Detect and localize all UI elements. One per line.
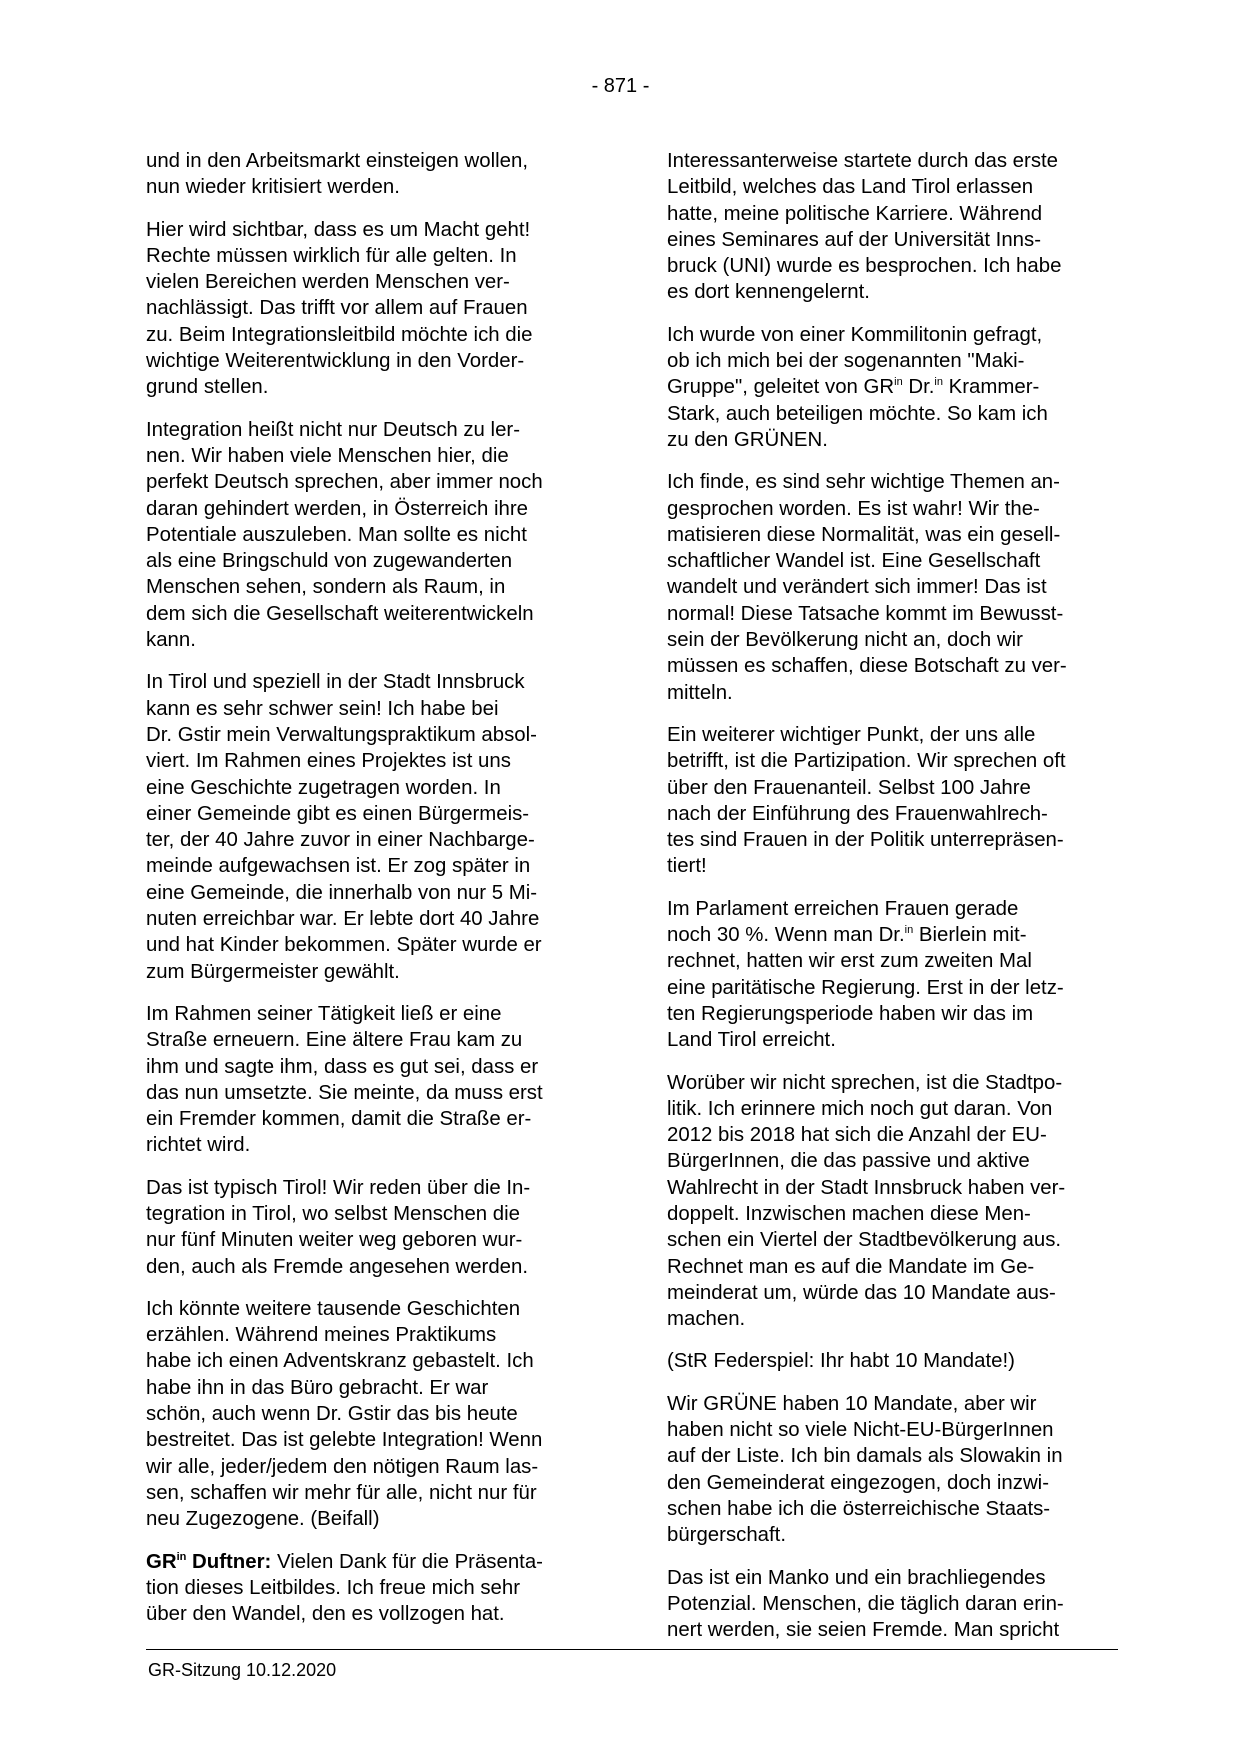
footer-divider xyxy=(146,1649,1118,1650)
paragraph: Ich finde, es sind sehr wichtige Themen an- gesprochen worden. Es ist wahr! Wir the- matisieren diese Normalität, was ein gesell- schaftlicher Wandel ist. Eine Gesellschaft wandelt und verändert sich immer! Das ist normal! Diese Tatsache kommt im Bewusst- sein der Bevölkerung nicht an, doch wir müssen es schaffen, diese Botschaft zu ver- mitteln. xyxy=(667,471,1067,704)
text-segment: Dr. xyxy=(902,376,935,399)
paragraph: In Tirol und speziell in der Stadt Innsbruck kann es sehr schwer sein! Ich habe bei Dr. Gstir mein Verwaltungspraktikum absol- viert. Im Rahmen eines Projektes ist uns eine Geschichte zugetragen worden. In einer Gemeinde gibt es einen Bürgermeis- ter, der 40 Jahre zuvor in einer Nachbarge- meinde aufgewachsen ist. Er zog später in eine Gemeinde, die innerhalb von nur 5 Mi- nuten erreichbar war. Er lebte dort 40 Jahre und hat Kinder bekommen. Später wurde er zum Bürgermeister gewählt. xyxy=(146,671,542,983)
interjection: (StR Federspiel: Ihr habt 10 Mandate!) xyxy=(667,1350,1015,1373)
left-column xyxy=(146,148,594,1643)
speaker-title: GR xyxy=(146,1550,177,1573)
paragraph: Im Rahmen seiner Tätigkeit ließ er eine Straße erneuern. Eine ältere Frau kam zu ihm und sagte ihm, dass es gut sei, dass er das nun umsetzte. Sie meinte, da muss erst ein Fremder kommen, damit die Straße er- richtet wird. xyxy=(146,1002,543,1157)
paragraph xyxy=(667,322,1115,453)
speaker-name xyxy=(146,1551,271,1573)
paragraph: Hier wird sichtbar, dass es um Macht geht! Rechte müssen wirklich für alle gelten. In vielen Bereichen werden Menschen ver- nachlässigt. Das trifft vor allem auf Frauen zu. Beim Integrationsleitbild möchte ich die wichtige Weiterentwicklung in den Vorder- grund stellen. xyxy=(146,218,533,399)
paragraph: Das ist ein Manko und ein brachliegendes Potenzial. Menschen, die täglich daran erin- nert werden, sie seien Fremde. Man spricht xyxy=(667,1566,1064,1642)
footer-text: GR-Sitzung 10.12.2020 xyxy=(148,1660,337,1680)
paragraph: Das ist typisch Tirol! Wir reden über die In- tegration in Tirol, wo selbst Menschen die nur fünf Minuten weiter weg geboren wur- den, auch als Fremde angesehen werden. xyxy=(146,1176,531,1278)
superscript: in xyxy=(894,376,903,389)
superscript: in xyxy=(176,1550,187,1563)
right-column xyxy=(667,148,1115,1659)
page-number: - 871 - xyxy=(591,75,650,97)
paragraph: Ich könnte weitere tausende Geschichten erzählen. Während meines Praktikums habe ich einen Adventskranz gebastelt. Ich habe ihn in das Büro gebracht. Er war schön, auch wenn Dr. Gstir das bis heute bestreitet. Das ist gelebte Integration! Wenn wir alle, jeder/jedem den nötigen Raum las- sen, schaffen wir mehr für alle, nicht nur für neu Zugezogene. (Beifall) xyxy=(146,1297,543,1531)
text-segment: Krammer- Stark, auch beteiligen möchte. So kam ich zu den GRÜNEN. xyxy=(667,376,1048,451)
speaker-paragraph xyxy=(146,1549,594,1628)
text-segment: Ich wurde von einer Kommilitonin gefragt, ob ich mich bei der sogenannten "Maki- Gruppe", geleitet von GR xyxy=(667,323,1043,399)
paragraph xyxy=(667,896,1115,1054)
speaker-text: Vielen Dank für die Präsenta- tion dieses Leitbildes. Ich freue mich sehr über den Wandel, den es vollzogen hat. xyxy=(146,1550,543,1626)
paragraph: Worüber wir nicht sprechen, ist die Stadtpo- litik. Ich erinnere mich noch gut daran. Von 2012 bis 2018 hat sich die Anzahl der EU- BürgerInnen, die das passive und aktive Wahlrecht in der Stadt Innsbruck haben ver- doppelt. Inzwischen machen diese Men- schen ein Viertel der Stadtbevölkerung aus. Rechnet man es auf die Mandate im Ge- meinderat um, würde das 10 Mandate aus- machen. xyxy=(667,1071,1066,1331)
superscript: in xyxy=(904,924,914,937)
paragraph: Integration heißt nicht nur Deutsch zu ler- nen. Wir haben viele Menschen hier, die perfekt Deutsch sprechen, aber immer noch daran gehindert werden, in Österreich ihre Potentiale auszuleben. Man sollte es nicht als eine Bringschuld von zugewanderten Menschen sehen, sondern als Raum, in dem sich die Gesellschaft weiterentwickeln kann. xyxy=(146,418,543,652)
superscript: in xyxy=(934,376,943,389)
speaker-surname: Duftner: xyxy=(186,1550,272,1573)
paragraph: und in den Arbeitsmarkt einsteigen wollen, nun wieder kritisiert werden. xyxy=(146,150,528,199)
text-segment: Im Parlament erreichen Frauen gerade noch 30 %. Wenn man Dr. xyxy=(667,897,1019,947)
text-segment: Bierlein mit- rechnet, hatten wir erst zum zweiten Mal eine paritätische Regierung. Erst in der letz- ten Regierungsperiode haben wir das im Land Tirol erreicht. xyxy=(667,924,1064,1052)
paragraph: Interessanterweise startete durch das erste Leitbild, welches das Land Tirol erlassen hatte, meine politische Karriere. Während eines Seminares auf der Universität Inns- bruck (UNI) wurde es besprochen. Ich habe es dort kennengelernt. xyxy=(667,150,1062,304)
paragraph: Wir GRÜNE haben 10 Mandate, aber wir haben nicht so viele Nicht-EU-BürgerInnen auf der Liste. Ich bin damals als Slowakin in den Gemeinderat eingezogen, doch inzwi- schen habe ich die österreichische Staats- bürgerschaft. xyxy=(667,1392,1063,1547)
paragraph: Ein weiterer wichtiger Punkt, der uns alle betrifft, ist die Partizipation. Wir sprechen oft über den Frauenanteil. Selbst 100 Jahre nach der Einführung des Frauenwahlrech- tes sind Frauen in der Politik unterrepräsen- tiert! xyxy=(667,723,1066,878)
